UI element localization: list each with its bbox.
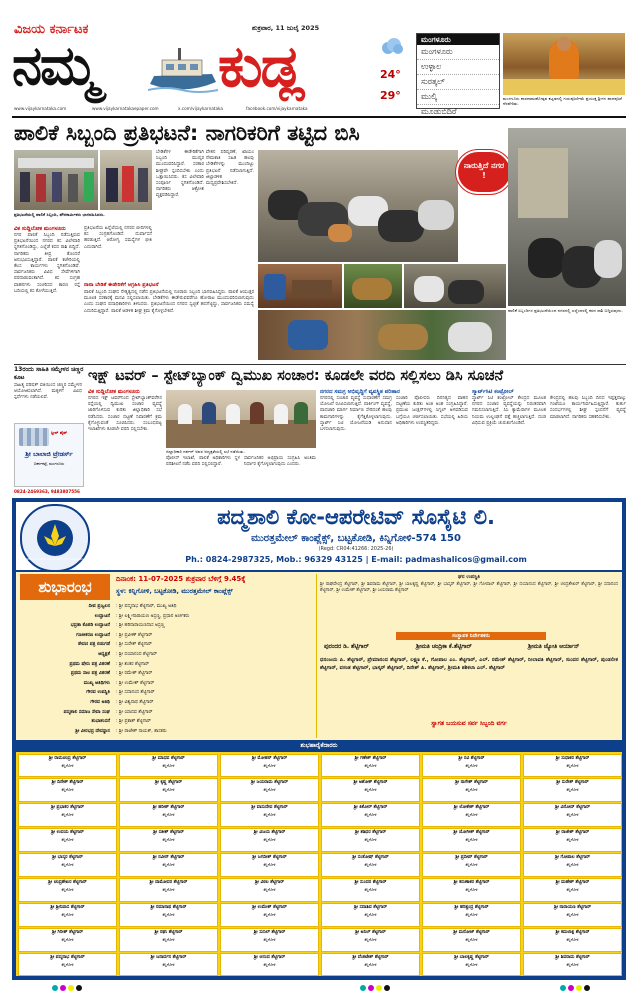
wisher-name: ಶ್ರೀ ಶಿವರಾಮ ಶೆಟ್ಟಿಗಾರ್ bbox=[555, 954, 590, 960]
wisher-card bbox=[119, 853, 218, 877]
wisher-place: ಕಿನ್ನಿಗೋಳಿ bbox=[162, 762, 175, 768]
president-left: ಪುರಂದರ ಡಿ. ಶೆಟ್ಟಿಗಾರ್ bbox=[324, 644, 369, 650]
wisher-card bbox=[18, 878, 117, 902]
wisher-card bbox=[119, 803, 218, 827]
wisher-name: ಶ್ರೀ ರಾಮಚಂದ್ರ ಶೆಟ್ಟಿಗಾರ್ bbox=[48, 755, 87, 761]
wisher-card bbox=[220, 803, 319, 827]
temple-caption: ಮಂಗಳೂರು ಶಾರದಾಮಹೋತ್ಸವ ಕಟ್ಟಡದಲ್ಲಿ ಗುರುಪೂರ್ಣಿಮೆ ಪ್ರಯುಕ್ತ ಶ್ರೀಗಳ ಪಾದಪೂಜೆ ನೆರವೇರಿತು. bbox=[503, 96, 622, 107]
wisher-place: ಕಿನ್ನಿಗೋಳಿ bbox=[162, 787, 175, 793]
cloud-icon bbox=[380, 36, 404, 56]
schedule-name: : ಶ್ರೀ ಪ್ರಕಾಶ್ ಶೆಟ್ಟಿಗಾರ್ bbox=[116, 719, 151, 725]
masthead bbox=[0, 0, 634, 118]
garbage-photo-right bbox=[508, 128, 626, 306]
protest-photo bbox=[14, 150, 98, 210]
wisher-place: ಕಿನ್ನಿಗೋಳಿ bbox=[61, 787, 74, 793]
ad-header bbox=[16, 502, 622, 570]
schedule bbox=[20, 602, 312, 738]
boat-illustration bbox=[148, 44, 218, 96]
schedule-name: : ಶ್ರೀ ಪದ್ಮನಾಭ ಶೆಟ್ಟಿಗಾರ್, ಮುಖ್ಯ ಅತಿಥಿ bbox=[116, 604, 177, 609]
schedule-role: ಮುಖ್ಯ ಅತಿಥಿಗಳು bbox=[83, 680, 110, 686]
wisher-card bbox=[523, 778, 622, 802]
schedule-role: ಭದ್ರತಾ ಕೊಠಡಿ ಉದ್ಘಾಟನೆ bbox=[70, 623, 110, 629]
wisher-name: ಶ್ರೀ ಬಾಲಕೃಷ್ಣ ಶೆಟ್ಟಿಗಾರ್ bbox=[454, 954, 489, 960]
second-sub-right: ಸ್ಮಾರ್ಟ್‌ಸಿಟಿ ಕಂಟ್ರೋಲ್ bbox=[472, 389, 514, 395]
wisher-name: ಶ್ರೀ ಮಹೇಶ್ ಶೆಟ್ಟಿಗಾರ್ bbox=[555, 879, 590, 885]
wisher-name: ಶ್ರೀ ಜಯರಾಮ ಶೆಟ್ಟಿಗಾರ್ bbox=[251, 780, 288, 786]
steel-ad-phone: 0824-2469363, 9483807556 bbox=[14, 489, 80, 494]
wisher-name: ಶ್ರೀ ಗಣೇಶ್ ಶೆಟ್ಟಿಗಾರ್ bbox=[354, 755, 387, 761]
wisher-place: ಕಿನ್ನಿಗೋಳಿ bbox=[263, 911, 276, 917]
wisher-name: ಶ್ರೀ ವಿಠಲ ಶೆಟ್ಟಿಗಾರ್ bbox=[254, 879, 285, 885]
wisher-name: ಶ್ರೀ ಕಿಶೋರ್ ಶೆಟ್ಟಿಗಾರ್ bbox=[353, 805, 388, 811]
subharambha: ಶುಭಾರಂಭ bbox=[20, 574, 110, 600]
wisher-place: ಕಿನ್ನಿಗೋಳಿ bbox=[566, 936, 579, 942]
lead-col-2: ಪ್ರತಿಭಟನೆಯ ಹಿನ್ನೆಲೆಯಲ್ಲಿ ನಗರದ ಬೀದಿಗಳಲ್ಲಿ ಕಸ ಸಂಗ್ರಹಗೊಂಡಿದೆ. ದುರ್ವಾಸನೆ ಹರಡುತ್ತಿದೆ. ಆರೋಗ್ಯ ಸಮಸ್ಯೆಗಳ ಭೀತಿ ಎದುರಾಗಿದೆ. bbox=[84, 226, 152, 250]
badge-text: ನಾರುತ್ತಿದೆ ನಗರ ! bbox=[463, 161, 505, 180]
wisher-card bbox=[18, 803, 117, 827]
schedule-name: : ಶ್ರೀ ಶಂಕರ ಶೆಟ್ಟಿಗಾರ್ bbox=[116, 661, 150, 667]
city-label: ಮಂಗಳೂರು bbox=[417, 34, 499, 45]
garbage-photo-4 bbox=[344, 264, 402, 308]
wisher-card bbox=[119, 878, 218, 902]
guests-title: ಘನ ಉಪಸ್ಥಿತಿ bbox=[458, 574, 480, 580]
wisher-name: ಶ್ರೀ ರಾಜೇಶ್ ಶೆಟ್ಟಿಗಾರ್ bbox=[555, 830, 590, 836]
wisher-card bbox=[220, 903, 319, 927]
wisher-name: ಶ್ರೀ ಸಂತೋಷ್ ಶೆಟ್ಟಿಗಾರ್ bbox=[352, 855, 389, 861]
second-col-2: ಪೊಲೀಸ್ ಇಲಾಖೆ, ಪಾಲಿಕೆ ಅಧಿಕಾರಿಗಳು ಸ್ಥಳ ಪರಿಶೀಲನೆ ನಡೆಸಿ ವರದಿ ಸಲ್ಲಿಸಲಿದ್ದಾರೆ. bbox=[166, 456, 240, 468]
wisher-card bbox=[422, 903, 521, 927]
wisher-card bbox=[523, 754, 622, 778]
steel-ad: ಸ್ಟೀಲ್ ಪೈಪ್ ಶ್ರೀ ಬಾಲಾಜಿ ಟ್ರೇಡರ್ಸ್ ಬಿಕರ್ನಕಟ್ಟೆ, ಮಂಗಳೂರು bbox=[14, 423, 84, 487]
wisher-place: ಕಿನ್ನಿಗೋಳಿ bbox=[465, 936, 478, 942]
schedule-row bbox=[20, 640, 310, 650]
schedule-name: : ಶ್ರೀ ಸುರೇಶ್ ಶೆಟ್ಟಿಗಾರ್ bbox=[116, 642, 152, 648]
lead-sub-red: ನಾನಾ ಬೇಡಿಕೆ ಈಡೇರಿಕೆಗೆ ಆಗ್ರಹಿಸಿ ಪ್ರತಿಭಟನೆ bbox=[84, 282, 159, 288]
wisher-name: ಶ್ರೀ ಹರೀಶ್ ಶೆಟ್ಟಿಗಾರ್ bbox=[152, 805, 185, 811]
wisher-place: ಕಿನ್ನಿಗೋಳಿ bbox=[364, 837, 377, 843]
president-mid: ಶ್ರೀಮತಿ ಚಂದ್ರಿಕಾ ಕೆ.ಶೆಟ್ಟಿಗಾರ್ bbox=[416, 644, 472, 650]
schedule-row bbox=[20, 717, 310, 727]
wishers-title: ಶುಭಹಾರೈಕೆದಾರರು bbox=[300, 742, 338, 749]
wisher-name: ಶ್ರೀ ನಾರಾಯಣ ಶೆಟ್ಟಿಗಾರ್ bbox=[554, 904, 591, 910]
wisher-card bbox=[18, 828, 117, 852]
wisher-card bbox=[523, 803, 622, 827]
wisher-name: ಶ್ರೀ ಶಶಿಧರ ಶೆಟ್ಟಿಗಾರ್ bbox=[354, 830, 387, 836]
wisher-name: ಶ್ರೀ ಪ್ರಭಾಕರ ಶೆಟ್ಟಿಗಾರ್ bbox=[50, 805, 84, 811]
wisher-place: ಕಿನ್ನಿಗೋಳಿ bbox=[263, 936, 276, 942]
city-2: ಸುರತ್ಕಲ್ bbox=[417, 75, 499, 90]
epaper-link[interactable]: www.vijaykarnatakaepaper.com bbox=[92, 106, 159, 111]
schedule-row bbox=[20, 612, 310, 622]
wisher-card bbox=[321, 928, 420, 952]
wisher-place: ಕಿನ್ನಿಗೋಳಿ bbox=[61, 961, 74, 967]
wisher-name: ಶ್ರೀ ಹರಿಶ್ಚಂದ್ರ ಶೆಟ್ಟಿಗಾರ್ bbox=[454, 904, 489, 910]
wisher-card bbox=[523, 853, 622, 877]
wisher-place: ಕಿನ್ನಿಗೋಳಿ bbox=[61, 837, 74, 843]
wisher-name: ಶ್ರೀ ಸುನಿಲ್ ಶೆಟ್ಟಿಗಾರ್ bbox=[253, 929, 286, 935]
schedule-name: : ಶ್ರೀ ವಿಶ್ವನಾಥ ಶೆಟ್ಟಿಗಾರ್ bbox=[116, 700, 154, 705]
second-col-1: ನಗರದ ಇಕ್ಷ್ ಟವರ್‌ನಿಂದ ಸ್ಟೇಟ್‌ಬ್ಯಾಂಕ್‌ವರೆಗಿನ ರಸ್ತೆಯಲ್ಲಿ ದ್ವಿಮುಖ ಸಂಚಾರ ವ್ಯವಸ್ಥೆ ಜಾರಿಗೊಳಿಸುವ ಕುರಿತು ಜಿಲ್ಲಾಧಿಕಾರಿ ಸಭೆ ನಡೆಸಿದರು. ಸಂಚಾರ ದಟ್ಟಣೆ ನಿವಾರಣೆಗೆ ಕ್ರಮ ಕೈಗೊಳ್ಳುವಂತೆ ಸೂಚಿಸಿದರು. ಸಂಬಂಧಪಟ್ಟ ಇಲಾಖೆಗಳು ಕೂಡಲೇ ವರದಿ ಸಲ್ಲಿಸಬೇಕು. bbox=[88, 396, 162, 433]
twitter-link[interactable]: x.com/vijaykarnataka bbox=[178, 106, 223, 111]
city-0: ಮಂಗಳೂರು bbox=[417, 45, 499, 60]
wisher-place: ಕಿನ್ನಿಗೋಳಿ bbox=[566, 787, 579, 793]
wisher-place: ಕಿನ್ನಿಗೋಳಿ bbox=[61, 936, 74, 942]
wisher-name: ಶ್ರೀ ವಾಸುದೇವ ಶೆಟ್ಟಿಗಾರ್ bbox=[251, 805, 288, 811]
wisher-place: ಕಿನ್ನಿಗೋಳಿ bbox=[162, 812, 175, 818]
wisher-card bbox=[220, 754, 319, 778]
city-3: ಮುಲ್ಕಿ bbox=[417, 90, 499, 105]
wisher-card bbox=[119, 928, 218, 952]
lead-col-3: ಬೇಡಿಕೆಗಳ ಈಡೇರಿಕೆಗಾಗಿ ಸಿಬ್ಬಂದಿ ಮುಷ್ಕರ ಮುಂದುವರಿಸಿದ್ದಾರೆ. ಸರಕಾರ ಶೀಘ್ರವೇ ಸ್ಪಂದಿಸಬೇಕು ಎಂದು ಒತ್ತಾಯಿಸಿದರು. ಕಸ ವಿಲೇವಾರಿ ಸಂಪೂರ್ಣ ಸ್ಥಗಿತಗೊಂಡಿದೆ. ನಾಗರಿಕರು ಆಕ್ರೋಶ ವ್ಯಕ್ತಪಡಿಸಿದ್ದಾರೆ. bbox=[156, 150, 204, 199]
ad-regd: (Regd: CR04:41266: 2025-26) bbox=[318, 546, 394, 552]
meeting-photo-main bbox=[166, 390, 316, 448]
directors-title: ಸಂಸ್ಥಾಪಕ ನಿರ್ದೇಶಕರು bbox=[396, 632, 546, 640]
wisher-name: ಶ್ರೀ ಕಮಲಾಕ್ಷ ಶೆಟ್ಟಿಗಾರ್ bbox=[555, 929, 590, 935]
temple-photo bbox=[503, 33, 625, 95]
wisher-card bbox=[119, 778, 218, 802]
wisher-card bbox=[422, 853, 521, 877]
brand-small: ವಿಜಯ ಕರ್ನಾಟಕ bbox=[14, 22, 89, 37]
wisher-place: ಕಿನ್ನಿಗೋಳಿ bbox=[263, 837, 276, 843]
ad-block bbox=[12, 498, 626, 980]
masthead-rule bbox=[12, 116, 626, 118]
wisher-name: ಶ್ರೀ ಶ್ರೀನಿವಾಸ ಶೆಟ್ಟಿಗಾರ್ bbox=[50, 904, 85, 910]
wisher-card bbox=[220, 953, 319, 977]
wisher-card bbox=[523, 928, 622, 952]
wisher-card bbox=[422, 803, 521, 827]
garbage-photo-6 bbox=[258, 310, 506, 360]
wisher-place: ಕಿನ್ನಿಗೋಳಿ bbox=[263, 787, 276, 793]
wisher-place: ಕಿನ್ನಿಗೋಳಿ bbox=[61, 812, 74, 818]
wisher-name: ಶ್ರೀ ಮೋಹನ್ ಶೆಟ್ಟಿಗಾರ್ bbox=[251, 755, 288, 761]
wisher-card bbox=[220, 928, 319, 952]
second-col-4: ನಗರದಲ್ಲಿ ಸಂಚಾರ ವ್ಯವಸ್ಥೆ ಸುಧಾರಣೆಗೆ ಸಮಗ್ರ ಯೋಜನೆ ರೂಪಿಸಲಾಗುತ್ತಿದೆ. ಪಾರ್ಕಿಂಗ್ ವ್ಯವಸ್ಥೆ, ಪಾದಚಾರಿ ಮಾರ್ಗ ನಿರ್ಮಾಣ ಸೇರಿದಂತೆ ಹಲವು ಕಾಮಗಾರಿಗಳನ್ನು ಕೈಗೆತ್ತಿಕೊಳ್ಳಲಾಗುವುದು. ಸ್ಮಾರ್ಟ್ ಸಿಟಿ ಯೋಜನೆಯಡಿ ಅನುದಾನ ಬಳಸಲಾಗುವುದು. bbox=[320, 396, 392, 433]
wisher-name: ಶ್ರೀ ಕೃಷ್ಣ ಶೆಟ್ಟಿಗಾರ್ bbox=[154, 780, 183, 786]
wisher-card bbox=[220, 828, 319, 852]
city-1: ಉಳ್ಳಾಲ bbox=[417, 60, 499, 75]
wisher-name: ಶ್ರೀ ನಾಗೇಶ್ ಶೆಟ್ಟಿಗಾರ್ bbox=[455, 780, 488, 786]
wisher-name: ಶ್ರೀ ಅನಿಲ್ ಶೆಟ್ಟಿಗಾರ್ bbox=[355, 929, 386, 935]
ad-mid-divider bbox=[316, 574, 317, 738]
wisher-place: ಕಿನ್ನಿಗೋಳಿ bbox=[263, 862, 276, 868]
garbage-photo-5 bbox=[404, 264, 506, 308]
schedule-name: : ಶ್ರೀ ಯಾದವ ಶೆಟ್ಟಿಗಾರ್ bbox=[116, 709, 153, 715]
wisher-card bbox=[220, 778, 319, 802]
schedule-role: ಉದ್ಘಾಟನೆ bbox=[94, 613, 110, 619]
schedule-row bbox=[20, 727, 310, 737]
schedule-role: ಪ್ರಥಮ ಸಾಲ ಪತ್ರ ವಿತರಣೆ bbox=[70, 671, 110, 677]
wisher-card bbox=[119, 754, 218, 778]
wisher-name: ಶ್ರೀ ಪ್ರದೀಪ್ ಶೆಟ್ಟಿಗಾರ್ bbox=[455, 855, 488, 861]
schedule-name: : ಶ್ರೀ ಹರಿನಾರಾಯಣದಾಸ ಅಸ್ರಣ್ಣ bbox=[116, 623, 165, 629]
schedule-name: : ಶ್ರೀ ಉಮೇಶ್ ಶೆಟ್ಟಿಗಾರ್ bbox=[116, 680, 155, 686]
wisher-card bbox=[18, 928, 117, 952]
wisher-name: ಶ್ರೀ ಮಾಧವ ಶೆಟ್ಟಿಗಾರ್ bbox=[152, 755, 185, 761]
wisher-card bbox=[321, 754, 420, 778]
wisher-card bbox=[523, 903, 622, 927]
schedule-role: ಅಧ್ಯಕ್ಷತೆ bbox=[98, 652, 110, 657]
wisher-name: ಶ್ರೀ ಉಮೇಶ್ ಶೆಟ್ಟಿಗಾರ್ bbox=[252, 904, 287, 910]
wisher-place: ಕಿನ್ನಿಗೋಳಿ bbox=[263, 961, 276, 967]
schedule-name: : ಶ್ರೀ ಲಕ್ಷ್ಮೀನಾರಾಯಣ ಅಸ್ರಣ್ಣ, ಪ್ರಧಾನ ಅರ್ಚಕರು bbox=[116, 613, 190, 619]
lead-byline: ವಿಕ ಸುದ್ದಿಲೋಕ ಮಂಗಳೂರು bbox=[14, 226, 66, 232]
wisher-name: ಶ್ರೀ ಚಂದ್ರಶೇಖರ ಶೆಟ್ಟಿಗಾರ್ bbox=[48, 879, 87, 885]
schedule-role: ಶುಭಾಶಂಸನೆ bbox=[91, 719, 110, 725]
schedule-row bbox=[20, 621, 310, 631]
wisher-place: ಕಿನ್ನಿಗೋಳಿ bbox=[162, 837, 175, 843]
wisher-place: ಕಿನ್ನಿಗೋಳಿ bbox=[61, 762, 74, 768]
schedule-role: ಗೌರವ ಉಪಸ್ಥಿತಿ bbox=[86, 690, 110, 696]
schedule-row bbox=[20, 631, 310, 641]
garbage-photo-main bbox=[258, 150, 458, 262]
wisher-name: ಶ್ರೀ ವಿನೋದ್ ಶೆಟ್ಟಿಗಾರ್ bbox=[555, 805, 590, 811]
schedule-name: : ಶ್ರೀ ರಾಜೇಶ್ ನಾಯಕ್, ಶಾಸಕರು bbox=[116, 728, 167, 734]
wisher-card bbox=[523, 953, 622, 977]
steel-ad-shop: ಶ್ರೀ ಬಾಲಾಜಿ ಟ್ರೇಡರ್ಸ್ bbox=[25, 450, 73, 458]
wisher-card bbox=[422, 928, 521, 952]
wisher-name: ಶ್ರೀ ಸುಂದರ ಶೆಟ್ಟಿಗಾರ್ bbox=[354, 879, 387, 885]
second-col-5: ಸಂಚಾರಿ ಪೊಲೀಸರು ದಿನನಿತ್ಯದ ವಾಹನ ದಟ್ಟಣೆಯ ಕುರಿತು ಅಂಕಿ ಅಂಶ ಸಂಗ್ರಹಿಸಿದ್ದಾರೆ. ಪ್ರಮುಖ ಜಂಕ್ಷನ್‌ಗಳಲ್ಲಿ ಸಿಗ್ನಲ್ ಅಳವಡಿಸುವ ಬಗ್ಗೆಯೂ ಚರ್ಚಿಸಲಾಯಿತು. ಸಭೆಯಲ್ಲಿ ಹಿರಿಯ ಅಧಿಕಾರಿಗಳು ಉಪಸ್ಥಿತರಿದ್ದರು. bbox=[396, 396, 468, 426]
wisher-name: ಶ್ರೀ ಮನೋಜ್ ಶೆಟ್ಟಿಗಾರ್ bbox=[453, 929, 490, 935]
ad-venue-line: ಸ್ಥಳ: ಕಿನ್ನಿಗೋಳಿ, ಬಟ್ಟಕೋಡಿ, ಮುರತ್ತಮೇಲ್ ಕಾಂಪ್ಲೆಕ್ಸ್ bbox=[116, 587, 233, 595]
brand-big-left: ನಮ್ಮ bbox=[12, 34, 97, 97]
wisher-place: ಕಿನ್ನಿಗೋಳಿ bbox=[364, 911, 377, 917]
wisher-place: ಕಿನ್ನಿಗೋಳಿ bbox=[364, 812, 377, 818]
facebook-link[interactable]: facebook.com/vijaykarnataka bbox=[246, 106, 308, 111]
wisher-name: ಶ್ರೀ ಆನಂದ ಶೆಟ್ಟಿಗಾರ್ bbox=[253, 954, 286, 960]
wisher-card bbox=[422, 754, 521, 778]
wisher-name: ಶ್ರೀ ನವೀನ್ ಶೆಟ್ಟಿಗಾರ್ bbox=[152, 855, 185, 861]
wisher-place: ಕಿನ್ನಿಗೋಳಿ bbox=[465, 787, 478, 793]
wisher-place: ಕಿನ್ನಿಗೋಳಿ bbox=[566, 762, 579, 768]
schedule-name: : ಶ್ರೀ ಸದಾನಂದ ಶೆಟ್ಟಿಗಾರ್ bbox=[116, 690, 155, 696]
protest-photo-2 bbox=[100, 150, 152, 210]
wisher-name: ಶ್ರೀ ಯೋಗೀಶ್ ಶೆಟ್ಟಿಗಾರ್ bbox=[453, 830, 490, 836]
wisher-name: ಶ್ರೀ ಸುರೇಶ್ ಶೆಟ್ಟಿಗಾರ್ bbox=[556, 780, 589, 786]
wisher-card bbox=[321, 828, 420, 852]
schedule-row bbox=[20, 669, 310, 679]
wisher-place: ಕಿನ್ನಿಗೋಳಿ bbox=[566, 961, 579, 967]
wisher-card bbox=[422, 828, 521, 852]
second-byline: ವಿಕ ಸುದ್ದಿಲೋಕ ಮಂಗಳೂರು bbox=[88, 389, 140, 395]
garbage-photo-3 bbox=[258, 264, 342, 308]
badge-circle bbox=[456, 150, 512, 194]
schedule-row bbox=[20, 650, 310, 660]
wisher-place: ಕಿನ್ನಿಗೋಳಿ bbox=[364, 862, 377, 868]
wisher-place: ಕಿನ್ನಿಗೋಳಿ bbox=[162, 862, 175, 868]
wisher-name: ಶ್ರೀ ರಮಾನಾಥ ಶೆಟ್ಟಿಗಾರ್ bbox=[150, 904, 187, 910]
wisher-card bbox=[321, 903, 420, 927]
wisher-card bbox=[220, 878, 319, 902]
wisher-place: ಕಿನ್ನಿಗೋಳಿ bbox=[465, 911, 478, 917]
wisher-card bbox=[220, 853, 319, 877]
wisher-place: ಕಿನ್ನಿಗೋಳಿ bbox=[162, 961, 175, 967]
wisher-card bbox=[321, 878, 420, 902]
ad-address: ಮುರತ್ತಮೇಲ್ ಕಾಂಪ್ಲೆಕ್ಸ್, ಬಟ್ಟಕೋಡಿ, ಕಿನ್ನಿಗೋಳಿ-574 150 bbox=[251, 533, 461, 544]
wisher-card bbox=[18, 853, 117, 877]
schedule-role: ಠೇವಣಿ ಪತ್ರ ಬಿಡುಗಡೆ bbox=[78, 642, 110, 648]
meeting-caption: ಜಿಲ್ಲಾಧಿಕಾರಿ ದರ್ಶನ್ ಅವರ ಅಧ್ಯಕ್ಷತೆಯಲ್ಲಿ ಸಭೆ ನಡೆಯಿತು. bbox=[166, 449, 245, 454]
tender-text: ಸಾಹಿತ್ಯ ಪರಿಷತ್ ವತಿಯಿಂದ ಚಿಣ್ಣರ ಸಮ್ಮೇಳನ ಆಯೋಜಿಸಲಾಗಿದೆ. ಮಕ್ಕಳಿಗೆ ವಿವಿಧ ಸ್ಪರ್ಧೆಗಳು ನಡೆಯಲಿವೆ. bbox=[14, 383, 82, 401]
weather-high: 24° bbox=[380, 68, 401, 81]
schedule-row bbox=[20, 679, 310, 689]
wisher-place: ಕಿನ್ನಿಗೋಳಿ bbox=[61, 886, 74, 892]
wisher-name: ಶ್ರೀ ದಾಮೋದರ ಶೆಟ್ಟಿಗಾರ್ bbox=[149, 879, 188, 885]
wisher-name: ಶ್ರೀ ಪದ್ಮನಾಭ ಶೆಟ್ಟಿಗಾರ್ bbox=[50, 954, 85, 960]
wisher-card bbox=[18, 903, 117, 927]
wisher-card bbox=[18, 778, 117, 802]
wisher-card bbox=[321, 953, 420, 977]
schedule-name: : ಶ್ರೀ ಪ್ರವೀಣ್ ಶೆಟ್ಟಿಗಾರ್ bbox=[116, 632, 153, 638]
wisher-name: ಶ್ರೀ ಭಾಸ್ಕರ ಶೆಟ್ಟಿಗಾರ್ bbox=[52, 855, 83, 861]
wisher-place: ಕಿನ್ನಿಗೋಳಿ bbox=[263, 886, 276, 892]
wisher-place: ಕಿನ್ನಿಗೋಳಿ bbox=[61, 862, 74, 868]
wisher-card bbox=[321, 803, 420, 827]
ad-logo bbox=[18, 504, 97, 572]
weather-widget bbox=[380, 36, 410, 106]
print-marks bbox=[0, 982, 634, 995]
schedule-name: : ಶ್ರೀ ದಯಾನಂದ ಶೆಟ್ಟಿಗಾರ್ bbox=[116, 652, 158, 657]
lead-photo-caption: ಪಾಲಿಕೆ ಸಿಬ್ಬಂದಿಗಳ ಪ್ರತಿಭಟನೆಯಿಂದ ನಗರದಲ್ಲಿ ಎಲ್ಲೆಂದರಲ್ಲಿ ಕಸದ ರಾಶಿ ಬಿದ್ದಿರುವುದು. bbox=[508, 308, 623, 313]
wisher-card bbox=[523, 828, 622, 852]
ad-date-line: ದಿನಾಂಕ: 11-07-2025 ಶುಕ್ರವಾರ ಬೆಳಿಗ್ಗೆ 9.45ಕ್ಕೆ bbox=[116, 575, 246, 583]
wishers-grid bbox=[16, 752, 622, 976]
schedule-row bbox=[20, 660, 310, 670]
wisher-card bbox=[119, 828, 218, 852]
wisher-name: ಶ್ರೀ ಲೋಕೇಶ್ ಶೆಟ್ಟಿಗಾರ್ bbox=[453, 805, 490, 811]
wisher-place: ಕಿನ್ನಿಗೋಳಿ bbox=[566, 886, 579, 892]
rule-2 bbox=[14, 364, 626, 365]
wisher-place: ಕಿನ್ನಿಗೋಳಿ bbox=[263, 812, 276, 818]
schedule-role: ಶ್ರೀ ವೀರಭದ್ರ ದೇವಸ್ಥಾನ bbox=[75, 728, 110, 734]
wisher-name: ಶ್ರೀ ಸತೀಶ್ ಶೆಟ್ಟಿಗಾರ್ bbox=[153, 830, 184, 836]
schedule-role: ದೀಪ ಪ್ರಜ್ವಲನ bbox=[88, 604, 110, 609]
wisher-place: ಕಿನ್ನಿಗೋಳಿ bbox=[162, 886, 175, 892]
wisher-place: ಕಿನ್ನಿಗೋಳಿ bbox=[465, 762, 478, 768]
lead-col-1: ನಗರ ಪಾಲಿಕೆ ಸಿಬ್ಬಂದಿ ನಡೆಸುತ್ತಿರುವ ಪ್ರತಿಭಟನೆಯಿಂದ ನಗರದ ಕಸ ವಿಲೇವಾರಿ ಸ್ಥಗಿತಗೊಂಡಿದ್ದು, ಎಲ್ಲೆಡೆ ಕಸದ ರಾಶಿ ಬಿದ್ದಿದೆ. ನಾಗರಿಕರು ತೀವ್ರ ತೊಂದರೆ ಅನುಭವಿಸುತ್ತಿದ್ದಾರೆ. ಪಾಲಿಕೆ ಕಚೇರಿಯಲ್ಲಿ ಕೆಲಸ ಕಾರ್ಯಗಳು ಸ್ಥಗಿತಗೊಂಡಿವೆ. ಸಾರ್ವಜನಿಕರು ವಿವಿಧ ಸೇವೆಗಳಿಗಾಗಿ ಪರದಾಡುವಂತಾಗಿದೆ. ಕಸ ಸಂಗ್ರಹ ವಾಹನಗಳು ಸಂಚರಿಸದ ಕಾರಣ ರಸ್ತೆ ಬದಿಯಲ್ಲಿ ಕಸ ಕೊಳೆಯುತ್ತಿದೆ. bbox=[14, 233, 80, 294]
wisher-place: ಕಿನ್ನಿಗೋಳಿ bbox=[465, 961, 478, 967]
wisher-place: ಕಿನ್ನಿಗೋಳಿ bbox=[263, 762, 276, 768]
wisher-name: ಶ್ರೀ ಸದಾಶಿವ ಶೆಟ್ಟಿಗಾರ್ bbox=[353, 904, 388, 910]
wisher-place: ಕಿನ್ನಿಗೋಳಿ bbox=[162, 911, 175, 917]
wisher-name: ಶ್ರೀ ವಿಜಯ ಶೆಟ್ಟಿಗಾರ್ bbox=[253, 830, 286, 836]
wisher-place: ಕಿನ್ನಿಗೋಳಿ bbox=[364, 936, 377, 942]
second-col-3: ಸಾರ್ವಜನಿಕರ ಅಭಿಪ್ರಾಯ ಸಂಗ್ರಹಿಸಿ ಅಂತಿಮ ನಿರ್ಧಾರ ಕೈಗೊಳ್ಳಲಾಗುವುದು ಎಂದರು. bbox=[244, 456, 316, 468]
directors-list: ಧನಂಜಯ ಪಿ. ಶೆಟ್ಟಿಗಾರ್, ಪ್ರೇಮಾನಂದ ಶೆಟ್ಟಿಗಾರ್, ಲಕ್ಷ್ಮಣ ಕೆ., ಗೋಪಾಲ ಎಂ. ಶೆಟ್ಟಿಗಾರ್, ಎಲ್. ರಮೇಶ್ ಶೆಟ್ಟಿಗಾರ್, ನೀಲಾವತಿ ಶೆಟ್ಟಿಗಾರ್, ಸುಂದರ ಶೆಟ್ಟಿಗಾರ್, ಪುಂಡಲೀಕ ಶೆಟ್ಟಿಗಾರ್, ವಸಂತ ಶೆಟ್ಟಿಗಾರ್, ಭಾಸ್ಕರ್ ಶೆಟ್ಟಿಗಾರ್, ದಿನೇಶ್ ಪಿ. ಶೆಟ್ಟಿಗಾರ್, ಶ್ರೀಮತಿ ಶಶಿಕಲಾ ಎಲ್. ಶೆಟ್ಟಿಗಾರ್ bbox=[320, 657, 618, 671]
schedule-role: ಗಣಕೀಕರಣ ಉದ್ಘಾಟನೆ bbox=[76, 632, 110, 638]
wisher-card bbox=[523, 878, 622, 902]
tender-title: 13ರಂದು ಸಾಹಿತಿ ಸಮ್ಮೇಳನ ಚಿಣ್ಣರ ಕೂಟ bbox=[14, 366, 84, 381]
ad-middle bbox=[16, 572, 622, 740]
second-col-6: ಸ್ಮಾರ್ಟ್ ಸಿಟಿ ಕಂಟ್ರೋಲ್ ಕೇಂದ್ರದ ಮೂಲಕ ನಗರದ ಸಂಚಾರ ವ್ಯವಸ್ಥೆಯನ್ನು ನಿರಂತರವಾಗಿ ಗಮನಿಸಲಾಗುತ್ತಿದೆ. ಸಿಸಿ ಕ್ಯಾಮೆರಾಗಳ ಮೂಲಕ ನಿಯಮ ಉಲ್ಲಂಘನೆ ಪತ್ತೆ ಹಚ್ಚಲಾಗುತ್ತಿದೆ. ದಂಡ ವಿಧಿಸುವ ಪ್ರಕ್ರಿಯೆ ಚುರುಕುಗೊಂಡಿದೆ. bbox=[472, 396, 546, 426]
lead-headline: ಪಾಲಿಕೆ ಸಿಬ್ಬಂದಿ ಪ್ರತಿಭಟನೆ: ನಾಗರಿಕರಿಗೆ ತಟ್ಟಿದ ಬಿಸಿ bbox=[14, 121, 360, 145]
wisher-place: ಕಿನ್ನಿಗೋಳಿ bbox=[61, 911, 74, 917]
wisher-name: ಶ್ರೀ ಉದಯ ಶೆಟ್ಟಿಗಾರ್ bbox=[51, 830, 84, 836]
wisher-name: ಶ್ರೀ ಗಿರೀಶ್ ಶೆಟ್ಟಿಗಾರ್ bbox=[52, 929, 83, 935]
wisher-place: ಕಿನ್ನಿಗೋಳಿ bbox=[465, 837, 478, 843]
wisher-place: ಕಿನ್ನಿಗೋಳಿ bbox=[364, 762, 377, 768]
schedule-role: ಪದ್ಮಶಾಲಿ ಸಮಾಜ ಸೇವಾ ಸಂಘ bbox=[63, 709, 110, 715]
wisher-card bbox=[422, 953, 521, 977]
city-box bbox=[416, 33, 500, 116]
protest-caption: ಪ್ರತಿಭಟನೆಯಲ್ಲಿ ಪಾಲಿಕೆ ಸಿಬ್ಬಂದಿ, ಪೌರಕಾರ್ಮಿಕರು ಭಾಗವಹಿಸಿದರು. bbox=[14, 212, 105, 217]
wisher-card bbox=[18, 953, 117, 977]
schedule-row bbox=[20, 688, 310, 698]
brand-big-right: ಕುಡ್ಲ bbox=[218, 32, 303, 100]
wisher-card bbox=[422, 778, 521, 802]
schedule-role: ಪ್ರಥಮ ಷೇರು ಪತ್ರ ವಿತರಣೆ bbox=[69, 661, 110, 667]
city-4: ಮೂಡುಬಿದಿರೆ bbox=[421, 107, 457, 116]
wisher-place: ಕಿನ್ನಿಗೋಳಿ bbox=[162, 936, 175, 942]
wisher-place: ಕಿನ್ನಿಗೋಳಿ bbox=[364, 787, 377, 793]
wisher-place: ಕಿನ್ನಿಗೋಳಿ bbox=[465, 812, 478, 818]
wisher-card bbox=[18, 754, 117, 778]
welcome-line: ಸ್ವಾಗತ ಬಯಸುವ ಸರ್ವ ಸಿಬ್ಬಂದಿ ವರ್ಗ bbox=[431, 720, 507, 727]
lead-col-5: ಪಾಲಿಕೆ ಸಿಬ್ಬಂದಿ ಸಂಘದ ನೇತೃತ್ವದಲ್ಲಿ ನಡೆದ ಪ್ರತಿಭಟನೆಯಲ್ಲಿ ನೂರಾರು ಸಿಬ್ಬಂದಿ ಭಾಗವಹಿಸಿದ್ದರು. ಪಾಲಿಕೆ ಆಯುಕ್ತರ ಮೂಲಕ ಸರಕಾರಕ್ಕೆ ಮನವಿ ಸಲ್ಲಿಸಲಾಯಿತು. ಬೇಡಿಕೆಗಳು ಈಡೇರುವವರೆಗೂ ಹೋರಾಟ ಮುಂದುವರಿಸಲಾಗುವುದು ಎಂದು ಸಂಘದ ಪದಾಧಿಕಾರಿಗಳು ತಿಳಿಸಿದರು. ಪ್ರತಿಭಟನೆಯಿಂದ ನಗರದ ಸ್ವಚ್ಛತೆ ಹದಗೆಟ್ಟಿದ್ದು, ಸಾರ್ವಜನಿಕರು ಸಮಸ್ಯೆ ಎದುರಿಸುತ್ತಿದ್ದಾರೆ. ಪಾಲಿಕೆ ಆಡಳಿತ ಶೀಘ್ರ ಕ್ರಮ ಕೈಗೊಳ್ಳಬೇಕಿದೆ. bbox=[84, 290, 254, 314]
wisher-place: ಕಿನ್ನಿಗೋಳಿ bbox=[566, 911, 579, 917]
wisher-name: ಶ್ರೀ ಸುಧಾಕರ ಶೆಟ್ಟಿಗಾರ್ bbox=[555, 755, 590, 761]
ad-logo-text: PADMASHALI CO-OPERATIVE SOCIETY LTD. BATTAKODI, KINNIGOLI bbox=[18, 558, 97, 561]
tender-box bbox=[14, 366, 84, 496]
ad-contact: Ph.: 0824-2987325, Mob.: 96329 43125 | E-mail: padmashalicos@gmail.com bbox=[185, 555, 527, 564]
second-sub-left: ನಗರದ ಸಮಗ್ರ ಅಭಿವೃದ್ಧಿಗೆ ವ್ಯವಸ್ಥಿತ ಪರಿಹಾರ bbox=[320, 389, 400, 395]
date-line: ಶುಕ್ರವಾರ, 11 ಜುಲೈ 2025 bbox=[252, 24, 320, 32]
wisher-name: ಶ್ರೀ ಗೋಪಾಲ ಶೆಟ್ಟಿಗಾರ್ bbox=[554, 855, 591, 861]
wisher-place: ಕಿನ್ನಿಗೋಳಿ bbox=[465, 862, 478, 868]
wisher-name: ಶ್ರೀ ಜನಾರ್ದನ ಶೆಟ್ಟಿಗಾರ್ bbox=[150, 954, 187, 960]
wisher-name: ಶ್ರೀ ರಘು ಶೆಟ್ಟಿಗಾರ್ bbox=[154, 929, 183, 935]
schedule-role: ಗೌರವ ಅತಿಥಿ bbox=[90, 700, 110, 705]
wisher-name: ಶ್ರೀ ಅಶೋಕ್ ಶೆಟ್ಟಿಗಾರ್ bbox=[353, 780, 388, 786]
wisher-place: ಕಿನ್ನಿಗೋಳಿ bbox=[566, 837, 579, 843]
second-headline: ಇಕ್ಷ್ ಟವರ್ – ಸ್ಟೇಟ್‌ಬ್ಯಾಂಕ್ ದ್ವಿಮುಖ ಸಂಚಾರ: ಕೂಡಲೇ ವರದಿ ಸಲ್ಲಿಸಲು ಡಿಸಿ ಸೂಚನೆ bbox=[88, 368, 504, 384]
wisher-card bbox=[321, 778, 420, 802]
wisher-place: ಕಿನ್ನಿಗೋಳಿ bbox=[566, 812, 579, 818]
schedule-row bbox=[20, 708, 310, 718]
wisher-name: ಶ್ರೀ ಕರುಣಾಕರ ಶೆಟ್ಟಿಗಾರ್ bbox=[453, 879, 490, 885]
wisher-card bbox=[321, 853, 420, 877]
wisher-place: ಕಿನ್ನಿಗೋಳಿ bbox=[566, 862, 579, 868]
wisher-place: ಕಿನ್ನಿಗೋಳಿ bbox=[364, 961, 377, 967]
wisher-place: ಕಿನ್ನಿಗೋಳಿ bbox=[364, 886, 377, 892]
lead-col-4: ವೇತನ ಪರಿಷ್ಕರಣೆ, ಖಾಯಂ ನೇಮಕಾತಿ ಸಹಿತ ಹಲವು ಬೇಡಿಕೆಗಳನ್ನು ಮುಂದಿಟ್ಟು ಪ್ರತಿಭಟನೆ ನಡೆಸಲಾಗುತ್ತಿದೆ. ಜಿಲ್ಲಾಡಳಿತ ಮಧ್ಯಪ್ರವೇಶಿಸಬೇಕಿದೆ. bbox=[206, 150, 254, 187]
president-right: ಶ್ರೀಮತಿ ಜ್ಯೋತಿ ಆರ್ಯಾನ್ bbox=[528, 644, 580, 650]
ad-org: ಪದ್ಮಶಾಲಿ ಕೋ-ಆಪರೇಟಿವ್ ಸೊಸೈಟಿ ಲಿ. bbox=[217, 505, 495, 529]
wisher-card bbox=[119, 953, 218, 977]
wisher-card bbox=[119, 903, 218, 927]
weather-low: 29° bbox=[380, 89, 401, 102]
web-link[interactable]: www.vijaykarnataka.com bbox=[14, 106, 67, 111]
schedule-row bbox=[20, 698, 310, 708]
schedule-row bbox=[20, 602, 310, 612]
wisher-place: ಕಿನ್ನಿಗೋಳಿ bbox=[465, 886, 478, 892]
wisher-name: ಶ್ರೀ ರವಿ ಶೆಟ್ಟಿಗಾರ್ bbox=[458, 755, 485, 761]
wisher-name: ಶ್ರೀ ಜಗದೀಶ್ ಶೆಟ್ಟಿಗಾರ್ bbox=[252, 855, 287, 861]
guests-list: ಶ್ರೀ ರಾಘವೇಂದ್ರ ಶೆಟ್ಟಿಗಾರ್, ಶ್ರೀ ಶಿವರಾಮ ಶೆಟ್ಟಿಗಾರ್, ಶ್ರೀ ಬಾಲಕೃಷ್ಣ ಶೆಟ್ಟಿಗಾರ್, ಶ್ರೀ ಭಾಸ್ಕರ್ ಶೆಟ್ಟಿಗಾರ್, ಶ್ರೀ ಗೋಪಾಲ್ ಶೆಟ್ಟಿಗಾರ್, ಶ್ರೀ ದಯಾನಂದ ಶೆಟ್ಟಿಗಾರ್, ಶ್ರೀ ಚಂದ್ರಶೇಖರ್ ಶೆಟ್ಟಿಗಾರ್, ಶ್ರೀ ಸದಾನಂದ ಶೆಟ್ಟಿಗಾರ್, ಶ್ರೀ ಉಮೇಶ್ ಶೆಟ್ಟಿಗಾರ್, ಶ್ರೀ ಜಯರಾಮ ಶೆಟ್ಟಿಗಾರ್ bbox=[320, 582, 618, 593]
schedule-name: : ಶ್ರೀ ರಮೇಶ್ ಶೆಟ್ಟಿಗಾರ್ bbox=[116, 671, 153, 677]
wisher-name: ಶ್ರೀ ದಿನೇಶ್ ಶೆಟ್ಟಿಗಾರ್ bbox=[51, 780, 84, 786]
wisher-name: ಶ್ರೀ ವೆಂಕಟೇಶ್ ಶೆಟ್ಟಿಗಾರ್ bbox=[352, 954, 389, 960]
second-col-7: ಕೇಂದ್ರದಲ್ಲಿ ಹಲವು ಸಿಬ್ಬಂದಿ ದಿನದ ಇಪ್ಪತ್ತನಾಲ್ಕು ಗಂಟೆಯೂ ಕಾರ್ಯನಿರ್ವಹಿಸುತ್ತಿದ್ದಾರೆ. ತುರ್ತು ಸಂದರ್ಭಗಳಲ್ಲಿ ಶೀಘ್ರ ಸ್ಪಂದನೆಗೆ ವ್ಯವಸ್ಥೆ ಮಾಡಲಾಗಿದೆ. ನಾಗರಿಕರು ಸಹಕರಿಸಬೇಕು. bbox=[550, 396, 626, 420]
wisher-card bbox=[422, 878, 521, 902]
